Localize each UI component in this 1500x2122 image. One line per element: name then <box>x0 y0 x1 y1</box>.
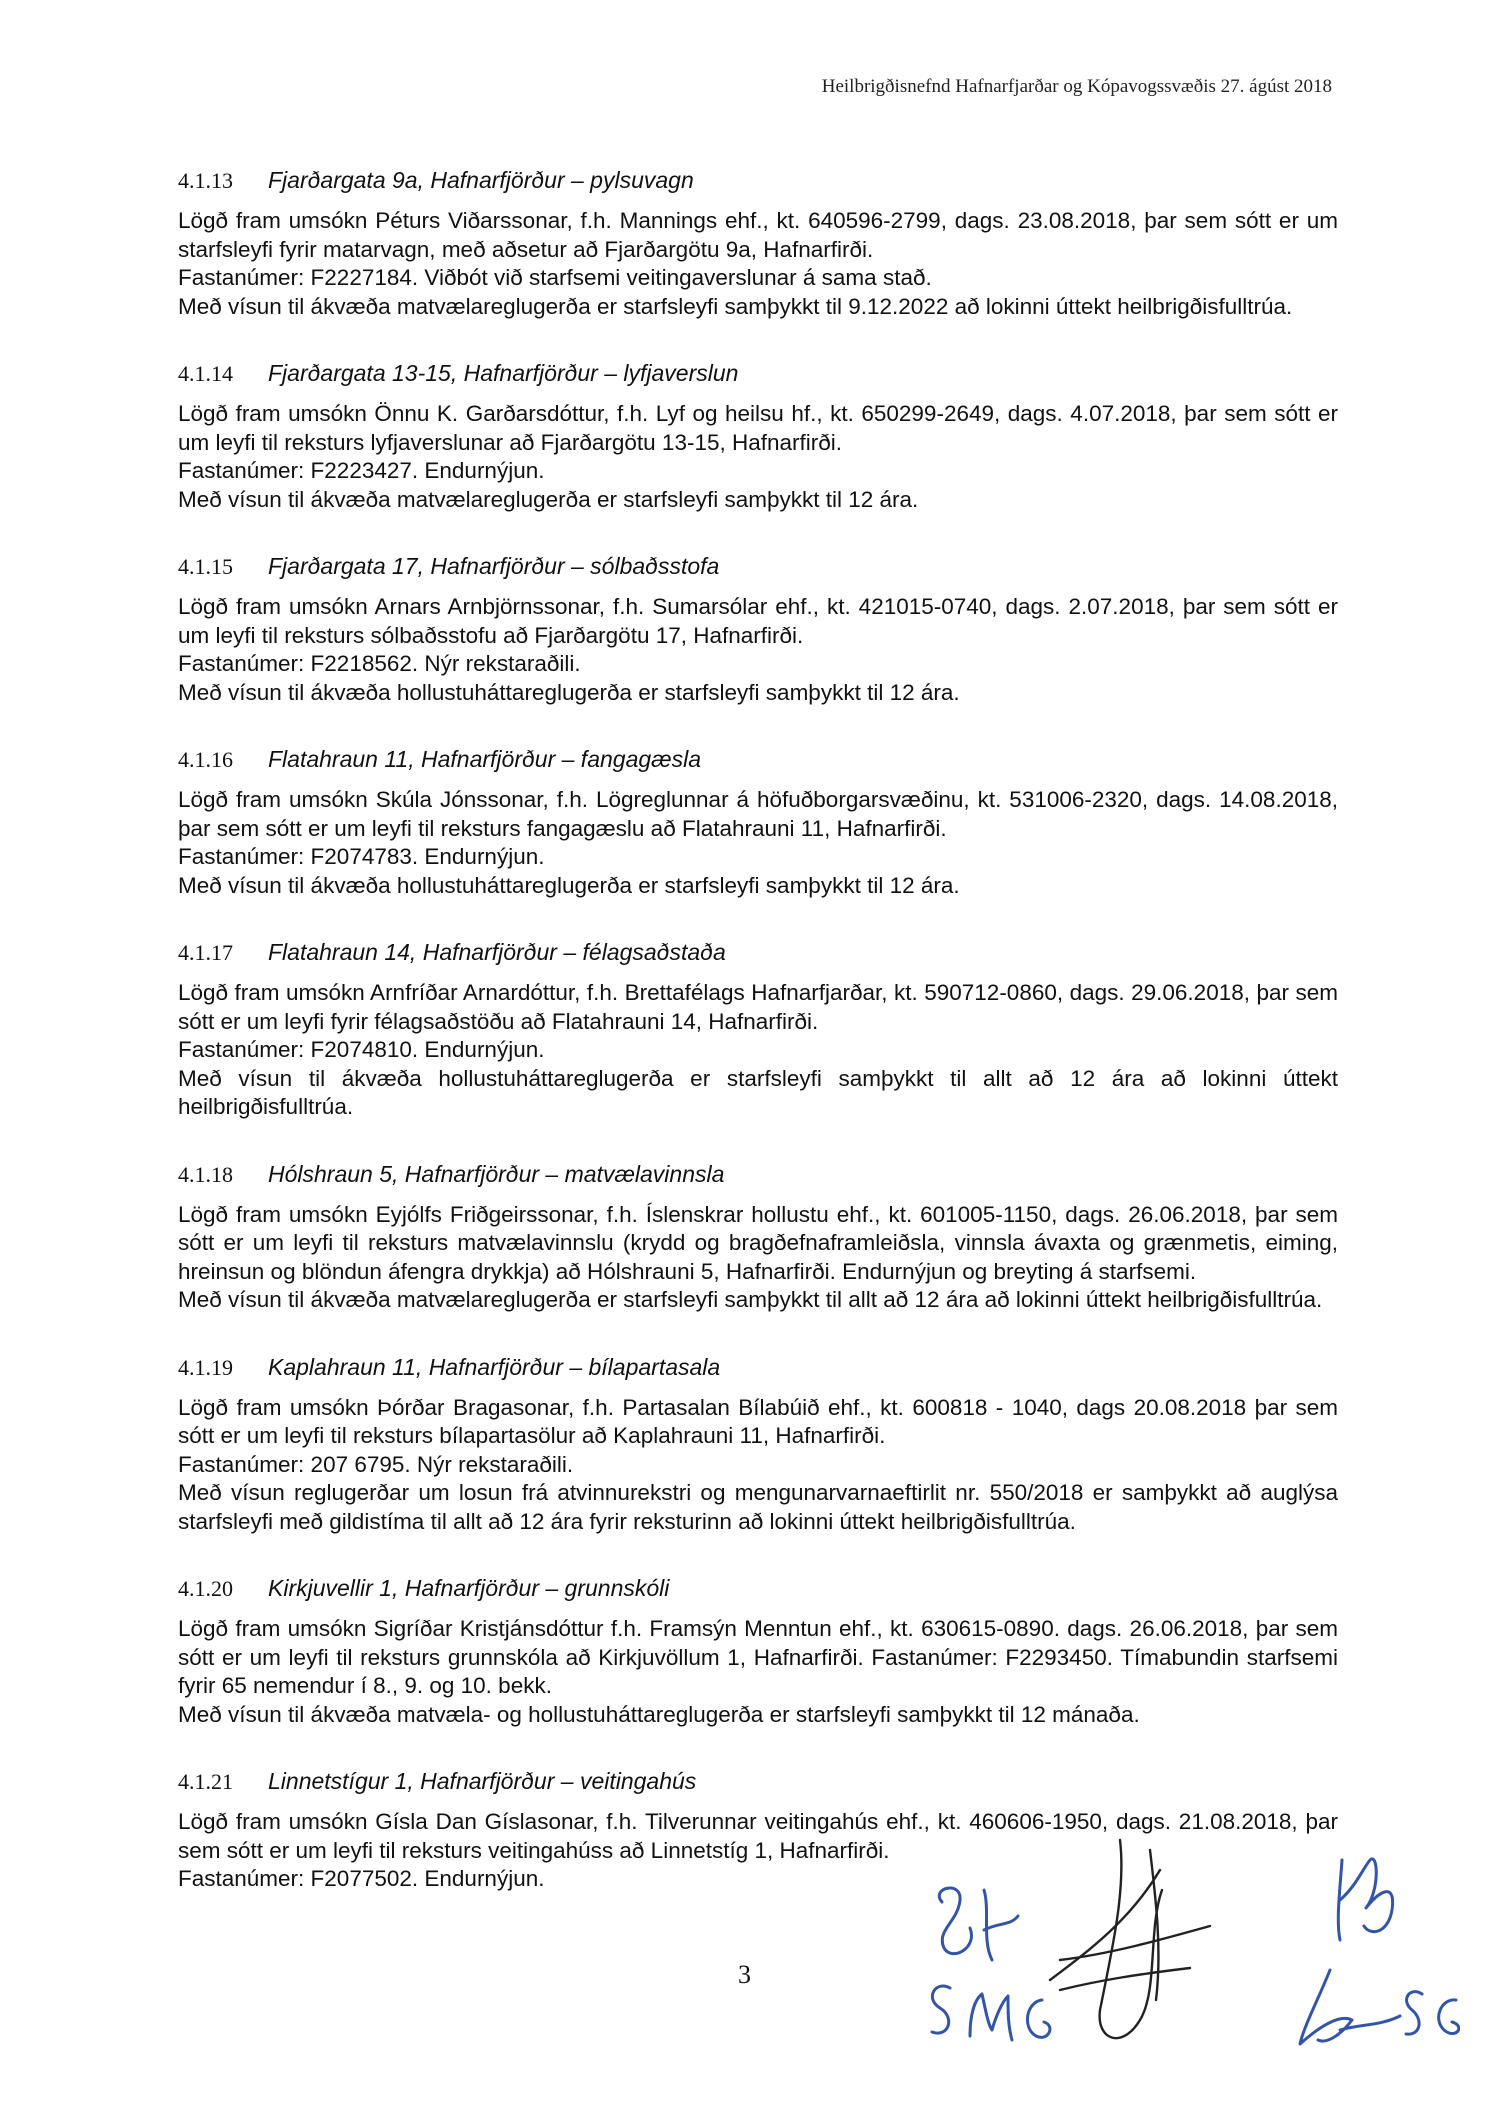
entry-line: Fastanúmer: F2227184. Viðbót við starfsemi veitingaverslunar á sama stað. <box>178 265 932 290</box>
entry-line: Fastanúmer: 207 6795. Nýr rekstaraðili. <box>178 1451 574 1477</box>
entry-4-1-17 <box>178 938 1338 1122</box>
entry-heading: Kirkjuvellir 1, Hafnarfjörður – grunnskóli <box>268 1575 670 1601</box>
page-number: 3 <box>738 1960 751 1989</box>
entry-4-1-18 <box>178 1160 1338 1315</box>
entry-line: Með vísun til ákvæða hollustuháttareglugerða er starfsleyfi samþykkt til 12 ára. <box>178 872 960 898</box>
entry-title <box>178 359 1338 388</box>
entry-number: 4.1.13 <box>178 168 233 193</box>
entry-body <box>178 1201 1338 1315</box>
entry-body <box>178 593 1338 707</box>
entry-line: Með vísun til ákvæða matvæla- og hollustuháttareglugerða er starfsleyfi samþykkt til 12 mánaða. <box>178 1701 1140 1727</box>
entry-line: Lögð fram umsókn Arnfríðar Arnardóttur, f.h. Brettafélags Hafnarfjarðar, kt. 590712-0860, dags. 29.06.2018, þar sem sótt er um leyfi fyrir félagsaðstöðu að Flatahrauni 14, Hafnarfirði. <box>178 980 1338 1034</box>
entry-number: 4.1.14 <box>178 361 233 386</box>
entry-line: Með vísun til ákvæða hollustuháttareglugerða er starfsleyfi samþykkt til 12 ára. <box>178 679 960 705</box>
signature-2 <box>1050 1840 1210 2038</box>
entry-heading: Flatahraun 14, Hafnarfjörður – félagsaðstaða <box>268 939 726 965</box>
entry-4-1-13 <box>178 166 1338 321</box>
entry-line: Lögð fram umsókn Péturs Viðarssonar, f.h. Mannings ehf., kt. 640596-2799, dags. 23.08.2018, þar sem sótt er um starfsleyfi fyrir matarvagn, með aðsetur að Fjarðargötu 9a, Hafnarfirði. <box>178 208 1338 262</box>
entry-line: Lögð fram umsókn Sigríðar Kristjánsdóttur f.h. Framsýn Menntun ehf., kt. 630615-0890. dags. 26.06.2018, þar sem sótt er um leyfi til reksturs grunnskóla að Kirkjuvöllum 1, Hafnarfirði. Fastanúmer: F2293450. Tímabundin starfsemi fyrir 65 nemendur í 8., 9. og 10. bekk. <box>178 1616 1338 1698</box>
page-header: Heilbrigðisnefnd Hafnarfjarðar og Kópavogssvæðis 27. ágúst 2018 <box>821 76 1332 97</box>
entry-number: 4.1.19 <box>178 1354 233 1380</box>
entry-body <box>178 1394 1338 1537</box>
entry-line: Fastanúmer: F2074783. Endurnýjun. <box>178 844 545 869</box>
entries-list <box>178 166 1338 1932</box>
entry-number: 4.1.18 <box>178 1161 233 1187</box>
signature-initials-smg <box>932 1986 1050 2040</box>
entry-line: Lögð fram umsókn Arnars Arnbjörnssonar, f.h. Sumarsólar ehf., kt. 421015-0740, dags. 2.07.2018, þar sem sótt er um leyfi til reksturs sólbaðsstofu að Fjarðargötu 17, Hafnarfirði. <box>178 594 1338 648</box>
entry-body <box>178 400 1338 514</box>
entry-title <box>178 1574 1338 1603</box>
entry-line: Með vísun reglugerðar um losun frá atvinnurekstri og mengunarvarnaeftirlit nr. 550/2018 er samþykkt að auglýsa starfsleyfi með gildistíma til allt að 12 ára fyrir reksturinn að lokinni úttekt heilbrigðisfulltrúa. <box>178 1480 1338 1534</box>
entry-heading: Fjarðargata 9a, Hafnarfjörður – pylsuvagn <box>268 167 694 193</box>
entry-number: 4.1.17 <box>178 940 233 965</box>
entry-number: 4.1.15 <box>178 554 233 579</box>
entry-line: Með vísun til ákvæða matvælareglugerða er starfsleyfi samþykkt til 9.12.2022 að lokinni úttekt heilbrigðisfulltrúa. <box>178 293 1293 319</box>
entry-title <box>178 1767 1338 1796</box>
signature-initials-1 <box>939 1888 1018 1960</box>
handwritten-signatures <box>900 1830 1460 2080</box>
entry-body <box>178 1615 1338 1729</box>
signature-initials-sg <box>1406 1992 1459 2035</box>
entry-heading: Flatahraun 11, Hafnarfjörður – fangagæsla <box>268 746 702 772</box>
entry-line: Með vísun til ákvæða hollustuháttareglugerða er starfsleyfi samþykkt til allt að 12 ára að lokinni úttekt heilbrigðisfulltrúa. <box>178 1065 1338 1119</box>
entry-4-1-20 <box>178 1574 1338 1729</box>
entry-heading: Fjarðargata 13-15, Hafnarfjörður – lyfjaverslun <box>268 360 739 386</box>
entry-title <box>178 166 1338 195</box>
entry-number: 4.1.21 <box>178 1769 233 1794</box>
entry-title <box>178 938 1338 967</box>
entry-heading: Kaplahraun 11, Hafnarfjörður – bílapartasala <box>268 1353 721 1380</box>
entry-heading: Fjarðargata 17, Hafnarfjörður – sólbaðsstofa <box>268 553 720 579</box>
entry-line: Með vísun til ákvæða matvælareglugerða er starfsleyfi samþykkt til 12 ára. <box>178 486 919 512</box>
entry-body <box>178 207 1338 321</box>
entry-title <box>178 745 1338 774</box>
entry-line: Fastanúmer: F2074810. Endurnýjun. <box>178 1037 545 1062</box>
entry-number: 4.1.16 <box>178 747 233 772</box>
entry-line: Lögð fram umsókn Önnu K. Garðarsdóttur, f.h. Lyf og heilsu hf., kt. 650299-2649, dags. 4.07.2018, þar sem sótt er um leyfi til reksturs lyfjaverslunar að Fjarðargötu 13-15, Hafnarfirði. <box>178 401 1338 455</box>
entry-title <box>178 1353 1338 1382</box>
entry-4-1-19 <box>178 1353 1338 1537</box>
entry-line: Lögð fram umsókn Skúla Jónssonar, f.h. Lögreglunnar á höfuðborgarsvæðinu, kt. 531006-2320, dags. 14.08.2018, þar sem sótt er um leyfi til reksturs fangagæslu að Flatahrauni 11, Hafnarfirði. <box>178 787 1338 841</box>
entry-4-1-15 <box>178 552 1338 707</box>
entry-heading: Linnetstígur 1, Hafnarfjörður – veitingahús <box>268 1768 697 1794</box>
entry-line: Lögð fram umsókn Gísla Dan Gíslasonar, f.h. Tilverunnar veitingahús ehf., kt. 460606-1950, dags. 21.08.2018, þar sem sótt er um leyfi til reksturs veitingahúss að Linnetstíg 1, Hafnarfirði. <box>178 1809 1338 1863</box>
entry-4-1-14 <box>178 359 1338 514</box>
entry-title <box>178 552 1338 581</box>
entry-line: Lögð fram umsókn Þórðar Bragasonar, f.h. Partasalan Bílabúið ehf., kt. 600818 - 1040, dags 20.08.2018 þar sem sótt er um leyfi til reksturs bílapartasölur að Kaplahrauni 11, Hafnarfirði. <box>178 1394 1338 1448</box>
entry-heading: Hólshraun 5, Hafnarfjörður – matvælavinnsla <box>268 1160 725 1187</box>
entry-4-1-16 <box>178 745 1338 900</box>
signature-3 <box>1300 1859 1400 2044</box>
entry-body <box>178 786 1338 900</box>
entry-line: Fastanúmer: F2223427. Endurnýjun. <box>178 458 545 483</box>
entry-line: Með vísun til ákvæða matvælareglugerða er starfsleyfi samþykkt til allt að 12 ára að lokinni úttekt heilbrigðisfulltrúa. <box>178 1287 1323 1312</box>
entry-number: 4.1.20 <box>178 1576 233 1601</box>
entry-body <box>178 979 1338 1122</box>
entry-title <box>178 1160 1338 1189</box>
entry-line: Fastanúmer: F2218562. Nýr rekstaraðili. <box>178 651 581 676</box>
entry-line: Lögð fram umsókn Eyjólfs Friðgeirssonar, f.h. Íslenskrar hollustu ehf., kt. 601005-1150, dags. 26.06.2018, þar sem sótt er um leyfi til reksturs matvælavinnslu (krydd og bragðefnaframleiðsla, vinnsla ávaxta og grænmetis, eiming, hreinsun og blöndun áfengra drykkja) að Hólshrauni 5, Hafnarfirði. Endurnýjun og breyting á starfsemi. <box>178 1201 1338 1284</box>
entry-line: Fastanúmer: F2077502. Endurnýjun. <box>178 1866 545 1891</box>
